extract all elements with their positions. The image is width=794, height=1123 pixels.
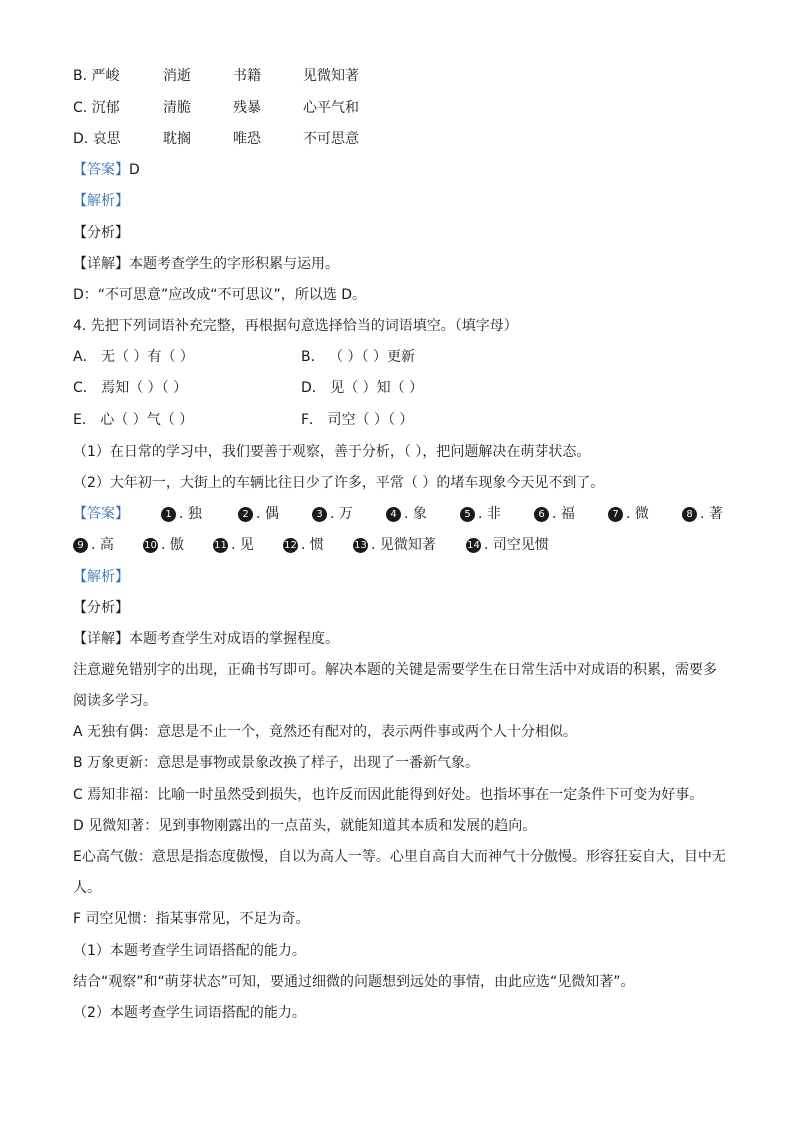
answer-value: 独	[187, 506, 202, 522]
number-circle: 12	[284, 540, 297, 551]
q4-idiom-f: F 司空见惯：指某事常见，不足为奇。	[73, 911, 310, 927]
q4-options-ef: E． 心（ ）气（ ） F． 司空（ ）（ ）	[73, 412, 414, 428]
q4-note-2: 阅读多学习。	[73, 693, 157, 709]
answer-item: 14 . 司空见惯	[467, 537, 549, 553]
q3-answer: 【答案】D	[73, 162, 140, 178]
q4-idiom-e-1: E心高气傲：意思是指态度傲慢，自以为高人一等。心里自高自大而神气十分傲慢。形容狂妄自大，目中无	[73, 849, 726, 865]
q4-stem: 4. 先把下列词语补充完整，再根据句意选择恰当的词语填空。（填字母）	[73, 318, 518, 334]
answer-item: 6 . 福	[534, 504, 608, 524]
q3-jiexi: 【解析】	[73, 193, 129, 209]
answer-item: 3 . 万	[312, 504, 386, 524]
q4-idiom-d: D 见微知著：见到事物刚露出的一点苗头，就能知道其本质和发展的趋向。	[73, 818, 537, 834]
answer-value: 万	[338, 506, 353, 522]
q3-detail: 【详解】本题考查学生的字形积累与运用。	[73, 256, 339, 272]
answer-item: 5 . 非	[460, 504, 534, 524]
q4-options-ab: A． 无（ ）有（ ） B． （ ）（ ）更新	[73, 349, 415, 365]
number-circle: 4	[386, 507, 401, 522]
number-circle: 9	[73, 538, 88, 553]
answer-value: 非	[486, 506, 501, 522]
answer-value: 司空见惯	[492, 537, 549, 553]
q4-answer-row1: 【答案】 1 . 独 2 . 偶 3 . 万 4 . 象 5 . 非 6 . 福 7 . 微 8 . 著	[73, 504, 742, 524]
q4-sub1: （1）在日常的学习中，我们要善于观察，善于分析，（ ），把问题解决在萌芽状态。	[73, 444, 591, 460]
number-circle: 2	[238, 507, 253, 522]
option-row-c: C. 沉郁 清脆 残暴 心平气和	[73, 100, 359, 116]
option-label: B. 严峻	[73, 68, 120, 84]
number-circle: 8	[682, 507, 697, 522]
answer-item: 4 . 象	[386, 504, 460, 524]
q4-sub2: （2）大年初一，大街上的车辆比往日少了许多，平常（ ）的堵车现象今天见不到了。	[73, 475, 605, 491]
number-circle: 13	[354, 540, 367, 551]
number-circle: 5	[460, 507, 475, 522]
answer-item: 11 . 见	[214, 537, 254, 553]
number-circle: 11	[214, 540, 227, 551]
number-circle: 14	[467, 540, 480, 551]
option-row-d: D. 哀思 耽搁 唯恐 不可思意	[73, 131, 359, 147]
answer-value: 傲	[169, 537, 184, 553]
q4-answer-row2	[73, 535, 566, 555]
number-circle: 10	[144, 540, 157, 551]
q4-s1-text: 结合“观察”和“萌芽状态”可知，要通过细微的问题想到远处的事情，由此应选“见微知著”。	[73, 974, 635, 990]
q4-detail: 【详解】本题考查学生对成语的掌握程度。	[73, 631, 339, 647]
q4-s1-title: （1）本题考查学生词语搭配的能力。	[73, 943, 306, 959]
answer-value: 微	[634, 506, 649, 522]
answer-value: 著	[708, 506, 723, 522]
number-circle: 7	[608, 507, 623, 522]
number-circle: 1	[161, 507, 176, 522]
option-b-words: B. 严峻 消逝 书籍 见微知著	[73, 68, 359, 84]
answer-value: 偶	[264, 506, 279, 522]
q4-idiom-c: C 焉知非福：比喻一时虽然受到损失，也许反而因此能得到好处。也指坏事在一定条件下可变为好事。	[73, 787, 704, 803]
answer-item: 13 . 见微知著	[354, 537, 436, 553]
answer-item: 12 . 惯	[284, 537, 324, 553]
q4-idiom-e-2: 人。	[73, 880, 101, 896]
answer-item: 10 . 傲	[144, 537, 184, 553]
answer-item: 9 . 高	[73, 535, 143, 555]
q4-fenxi: 【分析】	[73, 600, 129, 616]
answer-item: 2 . 偶	[238, 504, 312, 524]
q3-fenxi: 【分析】	[73, 225, 129, 241]
answer-value: 惯	[309, 537, 324, 553]
answer-item: 8 . 著	[682, 504, 742, 524]
number-circle: 6	[534, 507, 549, 522]
answer-value: 高	[99, 537, 114, 553]
answer-item: 7 . 微	[608, 504, 682, 524]
q4-options-cd: C． 焉知（ ）（ ） D． 见（ ）知（ ）	[73, 380, 424, 396]
answer-value: 福	[560, 506, 575, 522]
q4-s2-title: （2）本题考查学生词语搭配的能力。	[73, 1005, 306, 1021]
answer-value: 象	[412, 506, 427, 522]
answer-value: 见微知著	[379, 537, 436, 553]
q3-explain: D：“不可思意”应改成“不可思议”，所以选 D。	[73, 287, 367, 303]
q4-idiom-b: B 万象更新：意思是事物或景象改换了样子，出现了一番新气象。	[73, 755, 480, 771]
q4-idiom-a: A 无独有偶：意思是不止一个，竟然还有配对的，表示两件事或两个人十分相似。	[73, 724, 578, 740]
q4-jiexi: 【解析】	[73, 569, 129, 585]
answer-value: 见	[239, 537, 254, 553]
number-circle: 3	[312, 507, 327, 522]
answer-item: 1 . 独	[161, 504, 238, 524]
q4-note-1: 注意避免错别字的出现，正确书写即可。解决本题的关键是需要学生在日常生活中对成语的积累，需要多	[73, 662, 717, 678]
